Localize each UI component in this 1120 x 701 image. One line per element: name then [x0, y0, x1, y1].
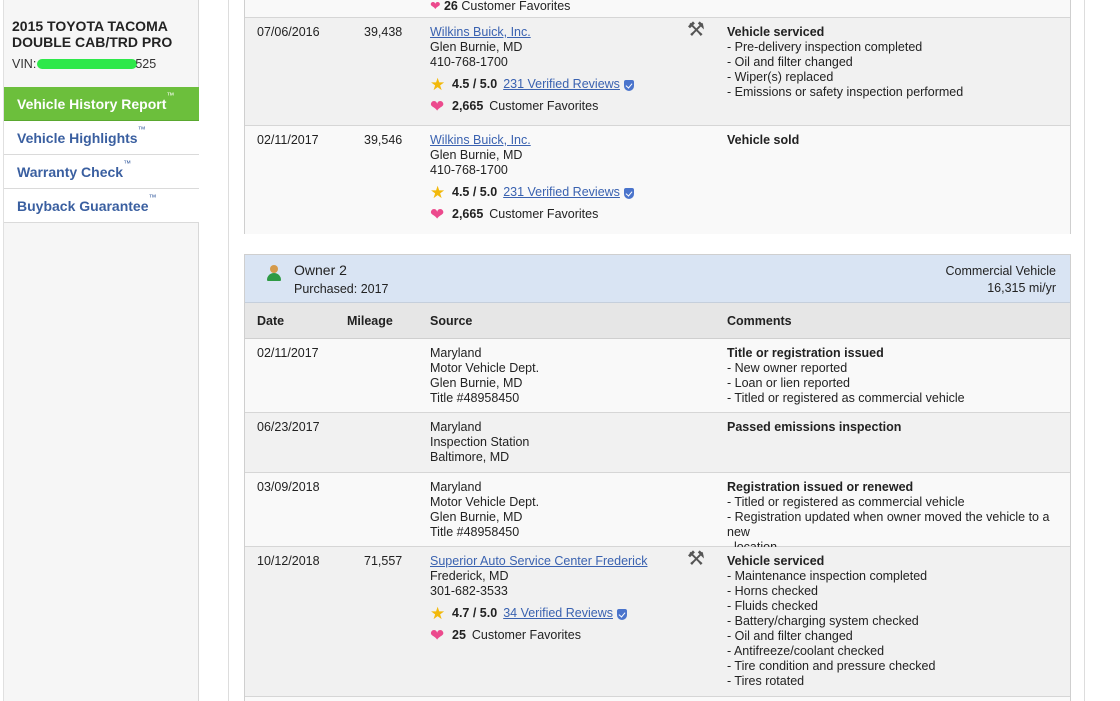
row-comments — [727, 346, 1067, 406]
favorites-count: 2,665 — [452, 98, 484, 113]
trademark: ™ — [166, 91, 175, 100]
comment-line: - Tires rotated — [727, 674, 805, 688]
vin-suffix: 525 — [135, 57, 157, 71]
heart-icon: ❤ — [430, 0, 441, 13]
table-row — [245, 547, 1070, 697]
comment-line: - Battery/charging system checked — [727, 614, 919, 628]
source-line: Glen Burnie, MD — [430, 148, 523, 162]
row-date: 06/23/2017 — [257, 420, 320, 434]
tools-icon: ⚒ — [687, 548, 705, 570]
trademark: ™ — [148, 193, 157, 202]
comment-line: - Fluids checked — [727, 599, 819, 613]
comment-line: - Maintenance inspection completed — [727, 569, 928, 583]
cut-favorites — [430, 0, 570, 14]
rating-value: 4.7 / 5.0 — [452, 605, 498, 620]
nav-label: Vehicle Highlights — [17, 130, 138, 146]
owner-title: Owner 2 — [294, 262, 347, 278]
row-date: 07/06/2016 — [257, 25, 320, 39]
source-line: Title #48958450 — [430, 391, 520, 405]
row-date: 02/11/2017 — [257, 346, 319, 360]
heart-icon: ❤ — [430, 204, 445, 224]
row-date: 10/12/2018 — [257, 554, 320, 568]
source-line: Inspection Station — [430, 435, 530, 449]
rating-value: 4.5 / 5.0 — [452, 76, 498, 91]
source-line: Motor Vehicle Dept. — [430, 361, 540, 375]
favorites-count: 2,665 — [452, 206, 484, 221]
favorites-count: 25 — [452, 627, 466, 642]
favorites-label: Customer Favorites — [471, 627, 581, 642]
star-icon: ★ — [430, 74, 446, 94]
table-row — [245, 18, 1070, 126]
comment-line: - Antifreeze/coolant checked — [727, 644, 885, 658]
comment-line: - Emissions or safety inspection performed — [727, 85, 964, 99]
comment-line: - Titled or registered as commercial vehicle — [727, 391, 965, 405]
nav-buyback-guarantee[interactable] — [4, 189, 199, 223]
nav-vehicle-history-report[interactable] — [4, 87, 199, 121]
comment-title: Vehicle sold — [727, 133, 800, 147]
row-comments — [727, 420, 1067, 435]
favorites-label: Customer Favorites — [461, 0, 571, 13]
source-line: Frederick, MD — [430, 569, 509, 583]
owner2-history-card — [244, 254, 1071, 701]
source-line: Motor Vehicle Dept. — [430, 495, 540, 509]
row-comments — [727, 133, 1067, 148]
verified-shield-icon — [617, 609, 627, 620]
nav-label: Buyback Guarantee — [17, 198, 149, 214]
source-line: Glen Burnie, MD — [430, 40, 523, 54]
source-phone: 301-682-3533 — [430, 584, 508, 598]
trademark: ™ — [123, 159, 132, 168]
dealer-link[interactable]: Superior Auto Service Center Frederick — [430, 554, 648, 568]
table-row — [245, 413, 1070, 473]
row-mileage: 39,438 — [364, 25, 403, 39]
row-mileage: 71,557 — [364, 554, 403, 568]
source-line: Title #48958450 — [430, 525, 520, 539]
vehicle-title-line1: 2015 TOYOTA TACOMA — [12, 18, 168, 34]
comment-title: Title or registration issued — [727, 346, 884, 360]
sidebar — [3, 0, 199, 701]
row-source — [430, 346, 680, 406]
nav-warranty-check[interactable] — [4, 155, 199, 189]
row-mileage: 39,546 — [364, 133, 403, 147]
verified-shield-icon — [624, 188, 634, 199]
row-comments — [727, 25, 1067, 100]
col-date: Date — [257, 314, 285, 328]
tools-icon: ⚒ — [687, 19, 705, 41]
row-date: 03/09/2018 — [257, 480, 320, 494]
trademark: ™ — [137, 125, 146, 134]
vehicle-title — [4, 0, 198, 50]
vin-redaction — [37, 59, 137, 69]
row-source — [430, 133, 680, 224]
comment-line: - Registration updated when owner moved the vehicle to a new — [727, 510, 1050, 539]
nav-label: Warranty Check — [17, 164, 124, 180]
comment-line: - Loan or lien reported — [727, 376, 850, 390]
comment-line: - Pre-delivery inspection completed — [727, 40, 923, 54]
comment-line: - Horns checked — [727, 584, 819, 598]
row-source — [430, 554, 680, 645]
comment-line: - Tire condition and pressure checked — [727, 659, 936, 673]
comment-title: Registration issued or renewed — [727, 480, 914, 494]
source-line: Glen Burnie, MD — [430, 510, 523, 524]
dealer-favorites — [430, 96, 680, 116]
source-phone: 410-768-1700 — [430, 55, 508, 69]
owner-purchased: Purchased: 2017 — [294, 282, 389, 296]
vehicle-title-line2: DOUBLE CAB/TRD PRO — [12, 34, 173, 50]
source-line: Maryland — [430, 346, 482, 360]
table-row — [245, 339, 1070, 413]
person-icon — [267, 265, 281, 281]
col-source: Source — [430, 314, 473, 328]
comment-line: - Wiper(s) replaced — [727, 70, 834, 84]
owner-usage: 16,315 mi/yr — [987, 281, 1056, 295]
comment-line: - New owner reported — [727, 361, 848, 375]
source-line: Maryland — [430, 480, 482, 494]
row-source — [430, 420, 680, 465]
row-comments — [727, 554, 1067, 689]
report-main — [228, 0, 1085, 701]
col-comments: Comments — [727, 314, 792, 328]
favorites-count: 26 — [443, 0, 458, 13]
reviews-link[interactable]: 34 Verified Reviews — [503, 605, 613, 620]
source-line: Maryland — [430, 420, 482, 434]
verified-shield-icon — [624, 80, 634, 91]
row-source — [430, 480, 680, 540]
comment-title: Vehicle serviced — [727, 554, 825, 568]
nav-label: Vehicle History Report — [17, 96, 167, 112]
heart-icon: ❤ — [430, 625, 445, 645]
table-header — [245, 303, 1070, 339]
sidebar-nav — [4, 87, 199, 223]
dealer-rating — [430, 603, 680, 623]
rating-value: 4.5 / 5.0 — [452, 184, 498, 199]
owner-type: Commercial Vehicle — [945, 264, 1056, 278]
dealer-rating — [430, 182, 680, 202]
dealer-favorites — [430, 625, 680, 645]
reviews-link[interactable]: 231 Verified Reviews — [503, 76, 620, 91]
comment-title: Passed emissions inspection — [727, 420, 902, 434]
col-mileage: Mileage — [347, 314, 393, 328]
comment-title: Vehicle serviced — [727, 25, 825, 39]
dealer-favorites — [430, 204, 680, 224]
source-phone: 410-768-1700 — [430, 163, 508, 177]
cut-off-row — [245, 0, 1070, 18]
source-line: Baltimore, MD — [430, 450, 510, 464]
reviews-link[interactable]: 231 Verified Reviews — [503, 184, 620, 199]
heart-icon: ❤ — [430, 96, 445, 116]
table-row — [245, 473, 1070, 547]
comment-line: - Oil and filter changed — [727, 629, 853, 643]
row-date: 02/11/2017 — [257, 133, 319, 147]
comment-line: - Oil and filter changed — [727, 55, 853, 69]
favorites-label: Customer Favorites — [489, 98, 599, 113]
source-line: Glen Burnie, MD — [430, 376, 523, 390]
star-icon: ★ — [430, 603, 446, 623]
favorites-label: Customer Favorites — [489, 206, 599, 221]
vin-label: VIN: — [12, 57, 37, 71]
vin — [4, 50, 198, 74]
row-comments — [727, 480, 1067, 555]
star-icon: ★ — [430, 182, 446, 202]
owner1-history-card — [244, 0, 1071, 234]
nav-vehicle-highlights[interactable] — [4, 121, 199, 155]
row-source — [430, 25, 680, 116]
owner2-header — [245, 255, 1070, 303]
comment-line: - Titled or registered as commercial vehicle — [727, 495, 965, 509]
dealer-link[interactable]: Wilkins Buick, Inc. — [430, 133, 531, 147]
table-row — [245, 126, 1070, 234]
dealer-rating — [430, 74, 680, 94]
dealer-link[interactable]: Wilkins Buick, Inc. — [430, 25, 531, 39]
